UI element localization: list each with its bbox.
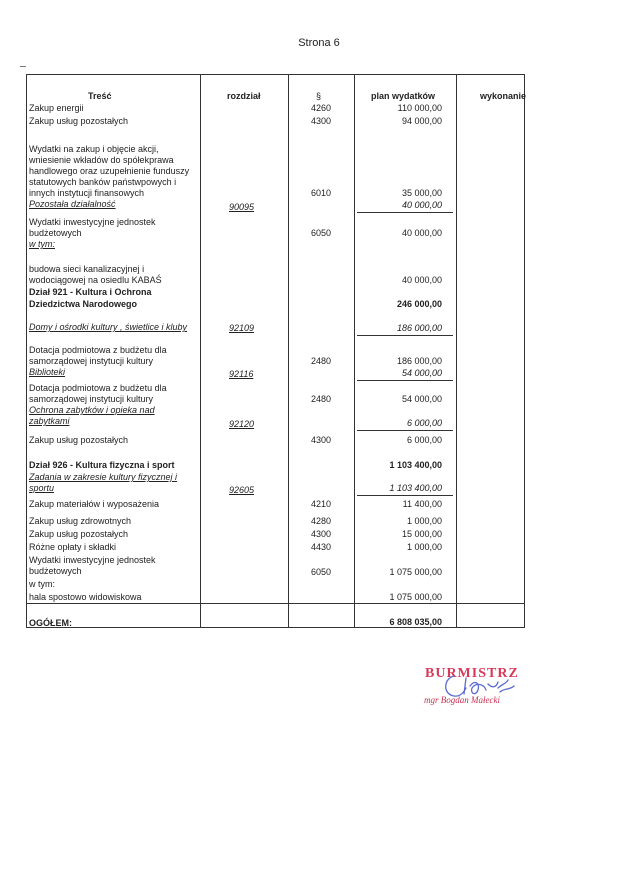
- row-label-line: budżetowych: [29, 228, 82, 238]
- row-plan: 1 000,00: [406, 542, 442, 552]
- row-plan: 1 075 000,00: [389, 567, 442, 577]
- row-paragraf: 2480: [311, 356, 332, 366]
- row-paragraf: 4430: [311, 542, 332, 552]
- row-paragraf: 4300: [311, 116, 332, 126]
- row-plan: 186 000,00: [396, 356, 442, 366]
- section-label-line: Dział 921 - Kultura i Ochrona: [29, 287, 152, 297]
- row-plan: 40 000,00: [401, 228, 442, 238]
- row-label-line: innych instytucji finansowych: [29, 188, 145, 198]
- subtotal-line: [357, 335, 453, 336]
- section-label-line: Dziedzictwa Narodowego: [29, 299, 138, 309]
- row-plan: 54 000,00: [401, 368, 442, 378]
- row-paragraf: 4300: [311, 435, 332, 445]
- row-paragraf: 6050: [311, 567, 332, 577]
- column-divider: [200, 74, 201, 628]
- total-divider: [26, 603, 525, 604]
- row-paragraf: 4300: [311, 529, 332, 539]
- row-plan: 6 000,00: [406, 418, 442, 428]
- column-divider: [354, 74, 355, 628]
- header-tresc: Treść: [88, 91, 112, 101]
- row-label: Pozostała działalność: [29, 199, 116, 209]
- column-divider: [456, 74, 457, 628]
- row-label-line: Ochrona zabytków i opieka nad: [29, 405, 155, 415]
- header-wykonanie: wykonanie: [480, 91, 527, 101]
- row-label-line: Wydatki na zakup i objęcie akcji,: [29, 144, 159, 154]
- row-paragraf: 6010: [311, 188, 332, 198]
- row-label-line: handlowego oraz uzupełnienie funduszy: [29, 166, 190, 176]
- row-label-line: sportu: [29, 483, 55, 493]
- row-label-line: wodociągowej na osiedlu KABAŚ: [29, 275, 162, 285]
- row-plan: 35 000,00: [401, 188, 442, 198]
- row-label-line: Zadania w zakresie kultury fizycznej i: [29, 472, 178, 482]
- row-label-line: budowa sieci kanalizacyjnej i: [29, 264, 145, 274]
- row-label-line: samorządowej instytucji kultury: [29, 394, 154, 404]
- row-plan: 110 000,00: [397, 103, 442, 113]
- row-paragraf: 4260: [311, 103, 332, 113]
- header-paragraf: §: [316, 91, 322, 101]
- row-label: Różne opłaty i składki: [29, 542, 117, 552]
- row-rozdzial: 92116: [229, 369, 254, 379]
- section-plan: 246 000,00: [396, 299, 442, 309]
- subtotal-line: [357, 380, 453, 381]
- row-plan: 40 000,00: [401, 275, 442, 285]
- row-label-line: zabytkami: [29, 416, 70, 426]
- row-label-line: statutowych banków państwpowych i: [29, 177, 177, 187]
- row-label: Zakup energii: [29, 103, 84, 113]
- row-plan: 40 000,00: [401, 200, 442, 210]
- row-label: Biblioteki: [29, 367, 66, 377]
- row-label: Domy i ośrodki kultury , świetlice i kluby: [29, 322, 188, 332]
- total-label: OGÓŁEM:: [29, 618, 72, 628]
- row-label: Zakup usług pozostałych: [29, 529, 129, 539]
- row-plan: 15 000,00: [401, 529, 442, 539]
- row-plan: 6 000,00: [406, 435, 442, 445]
- row-plan: 94 000,00: [401, 116, 442, 126]
- row-rozdzial: 92605: [229, 485, 255, 495]
- row-label-line: Wydatki inwestycyjne jednostek: [29, 217, 156, 227]
- row-paragraf: 4280: [311, 516, 332, 526]
- row-rozdzial: 92120: [229, 419, 255, 429]
- row-label-line: samorządowej instytucji kultury: [29, 356, 154, 366]
- stamp-name: mgr Bogdan Małecki: [424, 695, 500, 705]
- row-plan: 1 000,00: [406, 516, 442, 526]
- row-plan: 54 000,00: [401, 394, 442, 404]
- page-number: Strona 6: [298, 37, 340, 49]
- row-label-line: Dotacja podmiotowa z budżetu dla: [29, 345, 167, 355]
- row-label: Zakup usług pozostałych: [29, 116, 129, 126]
- stamp-title: BURMISTRZ: [425, 666, 519, 681]
- section-label: Dział 926 - Kultura fizyczna i sport: [29, 460, 175, 470]
- row-label-line: Wydatki inwestycyjne jednostek: [29, 555, 156, 565]
- column-divider: [288, 74, 289, 628]
- row-label: Zakup usług zdrowotnych: [29, 516, 132, 526]
- row-rozdzial: 92109: [229, 323, 255, 333]
- row-paragraf: 6050: [311, 228, 332, 238]
- header-plan: plan wydatków: [371, 91, 436, 101]
- row-label: Zakup materiałów i wyposażenia: [29, 499, 160, 509]
- row-label: Zakup usług pozostałych: [29, 435, 129, 445]
- row-label-line: Dotacja podmiotowa z budżetu dla: [29, 383, 167, 393]
- total-plan: 6 808 035,00: [389, 617, 442, 627]
- row-label-line: w tym:: [29, 579, 55, 589]
- subtotal-line: [357, 495, 453, 496]
- row-label-line: wniesienie wkładów do spółekprawa: [29, 155, 174, 165]
- header-rozdzial: rozdział: [227, 91, 261, 101]
- scan-mark: [20, 66, 26, 67]
- row-paragraf: 4210: [311, 499, 332, 509]
- subtotal-line: [357, 212, 453, 213]
- subtotal-line: [357, 430, 453, 431]
- row-paragraf: 2480: [311, 394, 332, 404]
- row-plan: 1 103 400,00: [389, 483, 442, 493]
- row-label-line: w tym:: [29, 239, 55, 249]
- row-plan: 1 075 000,00: [389, 592, 442, 602]
- row-plan: 186 000,00: [396, 323, 442, 333]
- section-plan: 1 103 400,00: [389, 460, 442, 470]
- row-plan: 11 400,00: [402, 499, 442, 509]
- row-label-line: budżetowych: [29, 566, 82, 576]
- row-rozdzial: 90095: [229, 202, 255, 212]
- row-label: hala spostowo widowiskowa: [29, 592, 142, 602]
